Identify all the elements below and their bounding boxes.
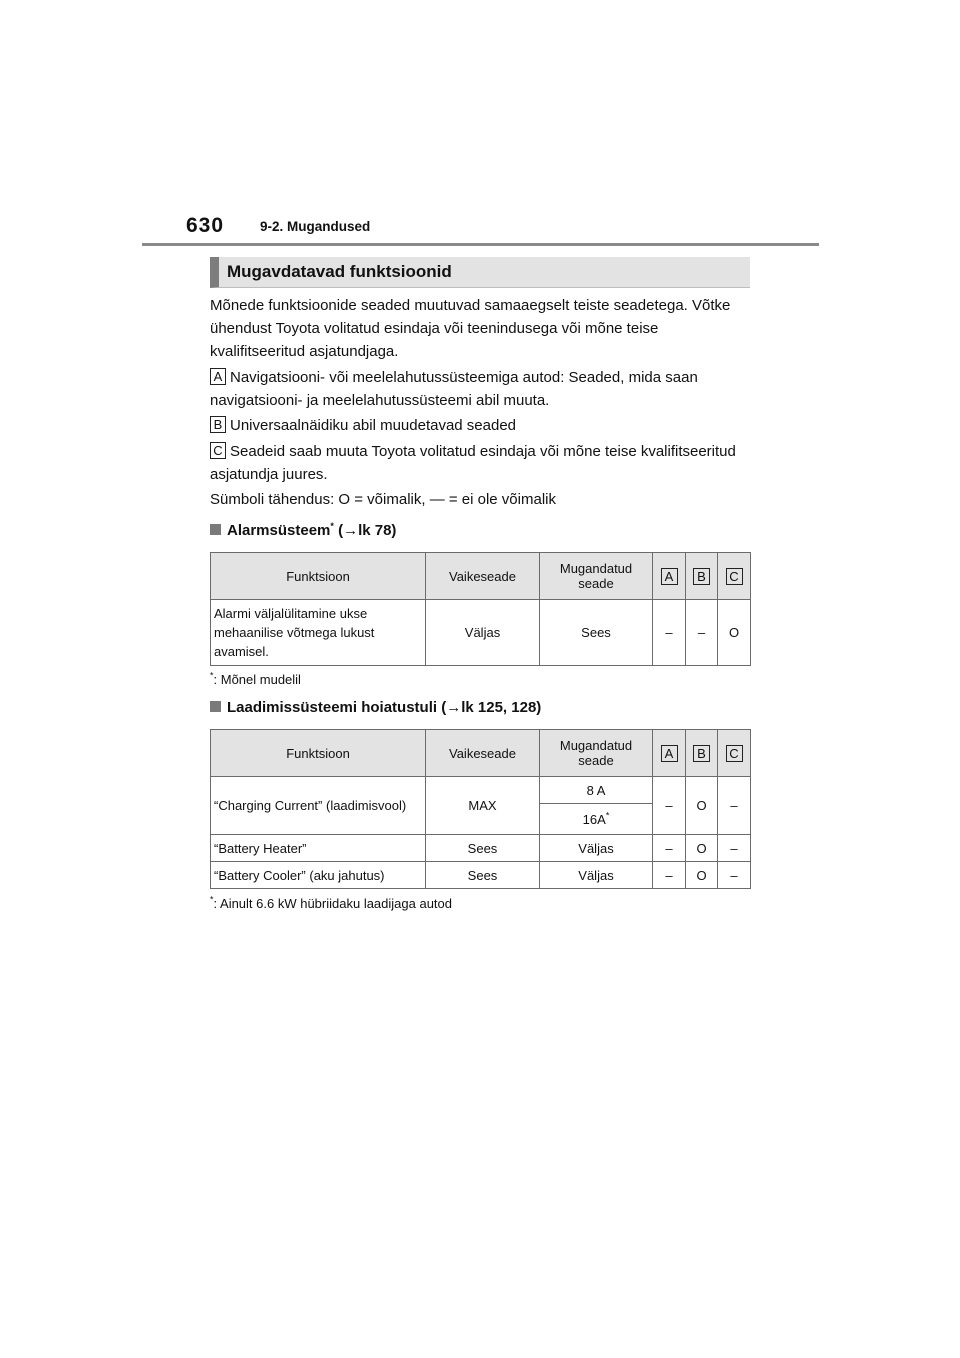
cell-default: Sees [426,835,540,862]
footnote-text: : Ainult 6.6 kW hübriidaku laadijaga autod [213,896,453,911]
cell-default: Väljas [426,600,540,666]
legend-a-text: Navigatsiooni- või meelelahutussüsteemiga autod: Seaded, mida saan navigatsiooni- ja meelelahutussüsteemi abil muuta. [210,369,698,409]
letter-b-icon: B [693,745,710,762]
letter-a-icon: A [661,568,678,585]
cell-custom-value: 16A [582,811,606,827]
cell-custom: Väljas [540,862,653,889]
cell-default: Sees [426,862,540,889]
cell-custom: Väljas [540,835,653,862]
footnote-text: : Mõnel mudelil [213,672,301,687]
table-header-row [211,730,751,777]
section1-ref: (→lk 78) [338,522,397,539]
col-default: Vaikeseade [426,730,540,777]
col-a [653,730,686,777]
table-header-row [211,553,751,600]
col-c [718,730,751,777]
heading-box [210,257,750,288]
legend-b-text: Universaalnäidiku abil muudetavad seaded [230,417,517,434]
letter-a-icon: A [661,745,678,762]
cell-c: – [718,777,751,835]
col-custom: Mugandatud seade [540,553,653,600]
col-c [718,553,751,600]
symbol-meaning: Sümboli tähendus: O = võimalik, — = ei ole võimalik [210,491,556,508]
cell-function: “Battery Cooler” (aku jahutus) [211,862,426,889]
col-custom: Mugandatud seade [540,730,653,777]
col-default: Vaikeseade [426,553,540,600]
square-bullet-icon [210,701,221,712]
table-row [211,777,751,804]
page-number: 630 [186,214,225,237]
letter-a-icon: A [210,368,226,385]
heading-title: Mugavdatavad funktsioonid [227,262,452,281]
cell-custom: Sees [540,600,653,666]
section1-heading [210,522,396,539]
col-function: Funktsioon [211,553,426,600]
cell-c: O [718,600,751,666]
cell-b: O [686,862,718,889]
cell-a: – [653,600,686,666]
legend-c-text: Seadeid saab muuta Toyota volitatud esindaja või mõne teise kvalifitseeritud asjatundja juures. [210,443,736,483]
charging-table [210,729,751,889]
cell-c: – [718,835,751,862]
col-b [686,553,718,600]
footnote-mark: * [210,894,214,905]
table-row [211,835,751,862]
cell-custom-sup: * [605,810,610,821]
section1-title-sup: * [330,521,334,531]
table-row [211,600,751,666]
section2-title: Laadimissüsteemi hoiatustuli [227,699,438,716]
cell-c: – [718,862,751,889]
cell-function: “Battery Heater” [211,835,426,862]
cell-default: MAX [426,777,540,835]
legend-c [210,440,755,486]
section2-footnote [210,896,452,911]
letter-c-icon: C [726,568,743,585]
letter-b-icon: B [693,568,710,585]
letter-b-icon: B [210,416,226,433]
section1-footnote [210,672,301,687]
cell-function: Alarmi väljalülitamine ukse mehaanilise võtmega lukust avamisel. [211,600,426,666]
cell-a: – [653,777,686,835]
square-bullet-icon [210,524,221,535]
legend-a [210,366,755,412]
cell-b: – [686,600,718,666]
cell-function: “Charging Current” (laadimisvool) [211,777,426,835]
section-title: 9-2. Mugandused [260,219,371,234]
section2-heading [210,699,541,716]
legend-b [210,414,755,437]
table-row [211,862,751,889]
col-b [686,730,718,777]
footnote-mark: * [210,670,214,681]
col-a [653,553,686,600]
section1-title: Alarmsüsteem [227,522,331,539]
section2-ref: (→lk 125, 128) [441,699,542,716]
col-function: Funktsioon [211,730,426,777]
cell-custom [540,804,653,835]
cell-b: O [686,835,718,862]
cell-custom: 8 A [540,777,653,804]
cell-a: – [653,835,686,862]
letter-c-icon: C [210,442,226,459]
alarm-table [210,552,751,666]
cell-b: O [686,777,718,835]
header-rule [142,243,819,246]
cell-a: – [653,862,686,889]
intro-paragraph: Mõnede funktsioonide seaded muutuvad samaaegselt teiste seadetega. Võtke ühendust Toyota volitatud esindaja või teenindusega või mõne teise kvalifitseeritud asjatundjaga. [210,297,731,360]
letter-c-icon: C [726,745,743,762]
